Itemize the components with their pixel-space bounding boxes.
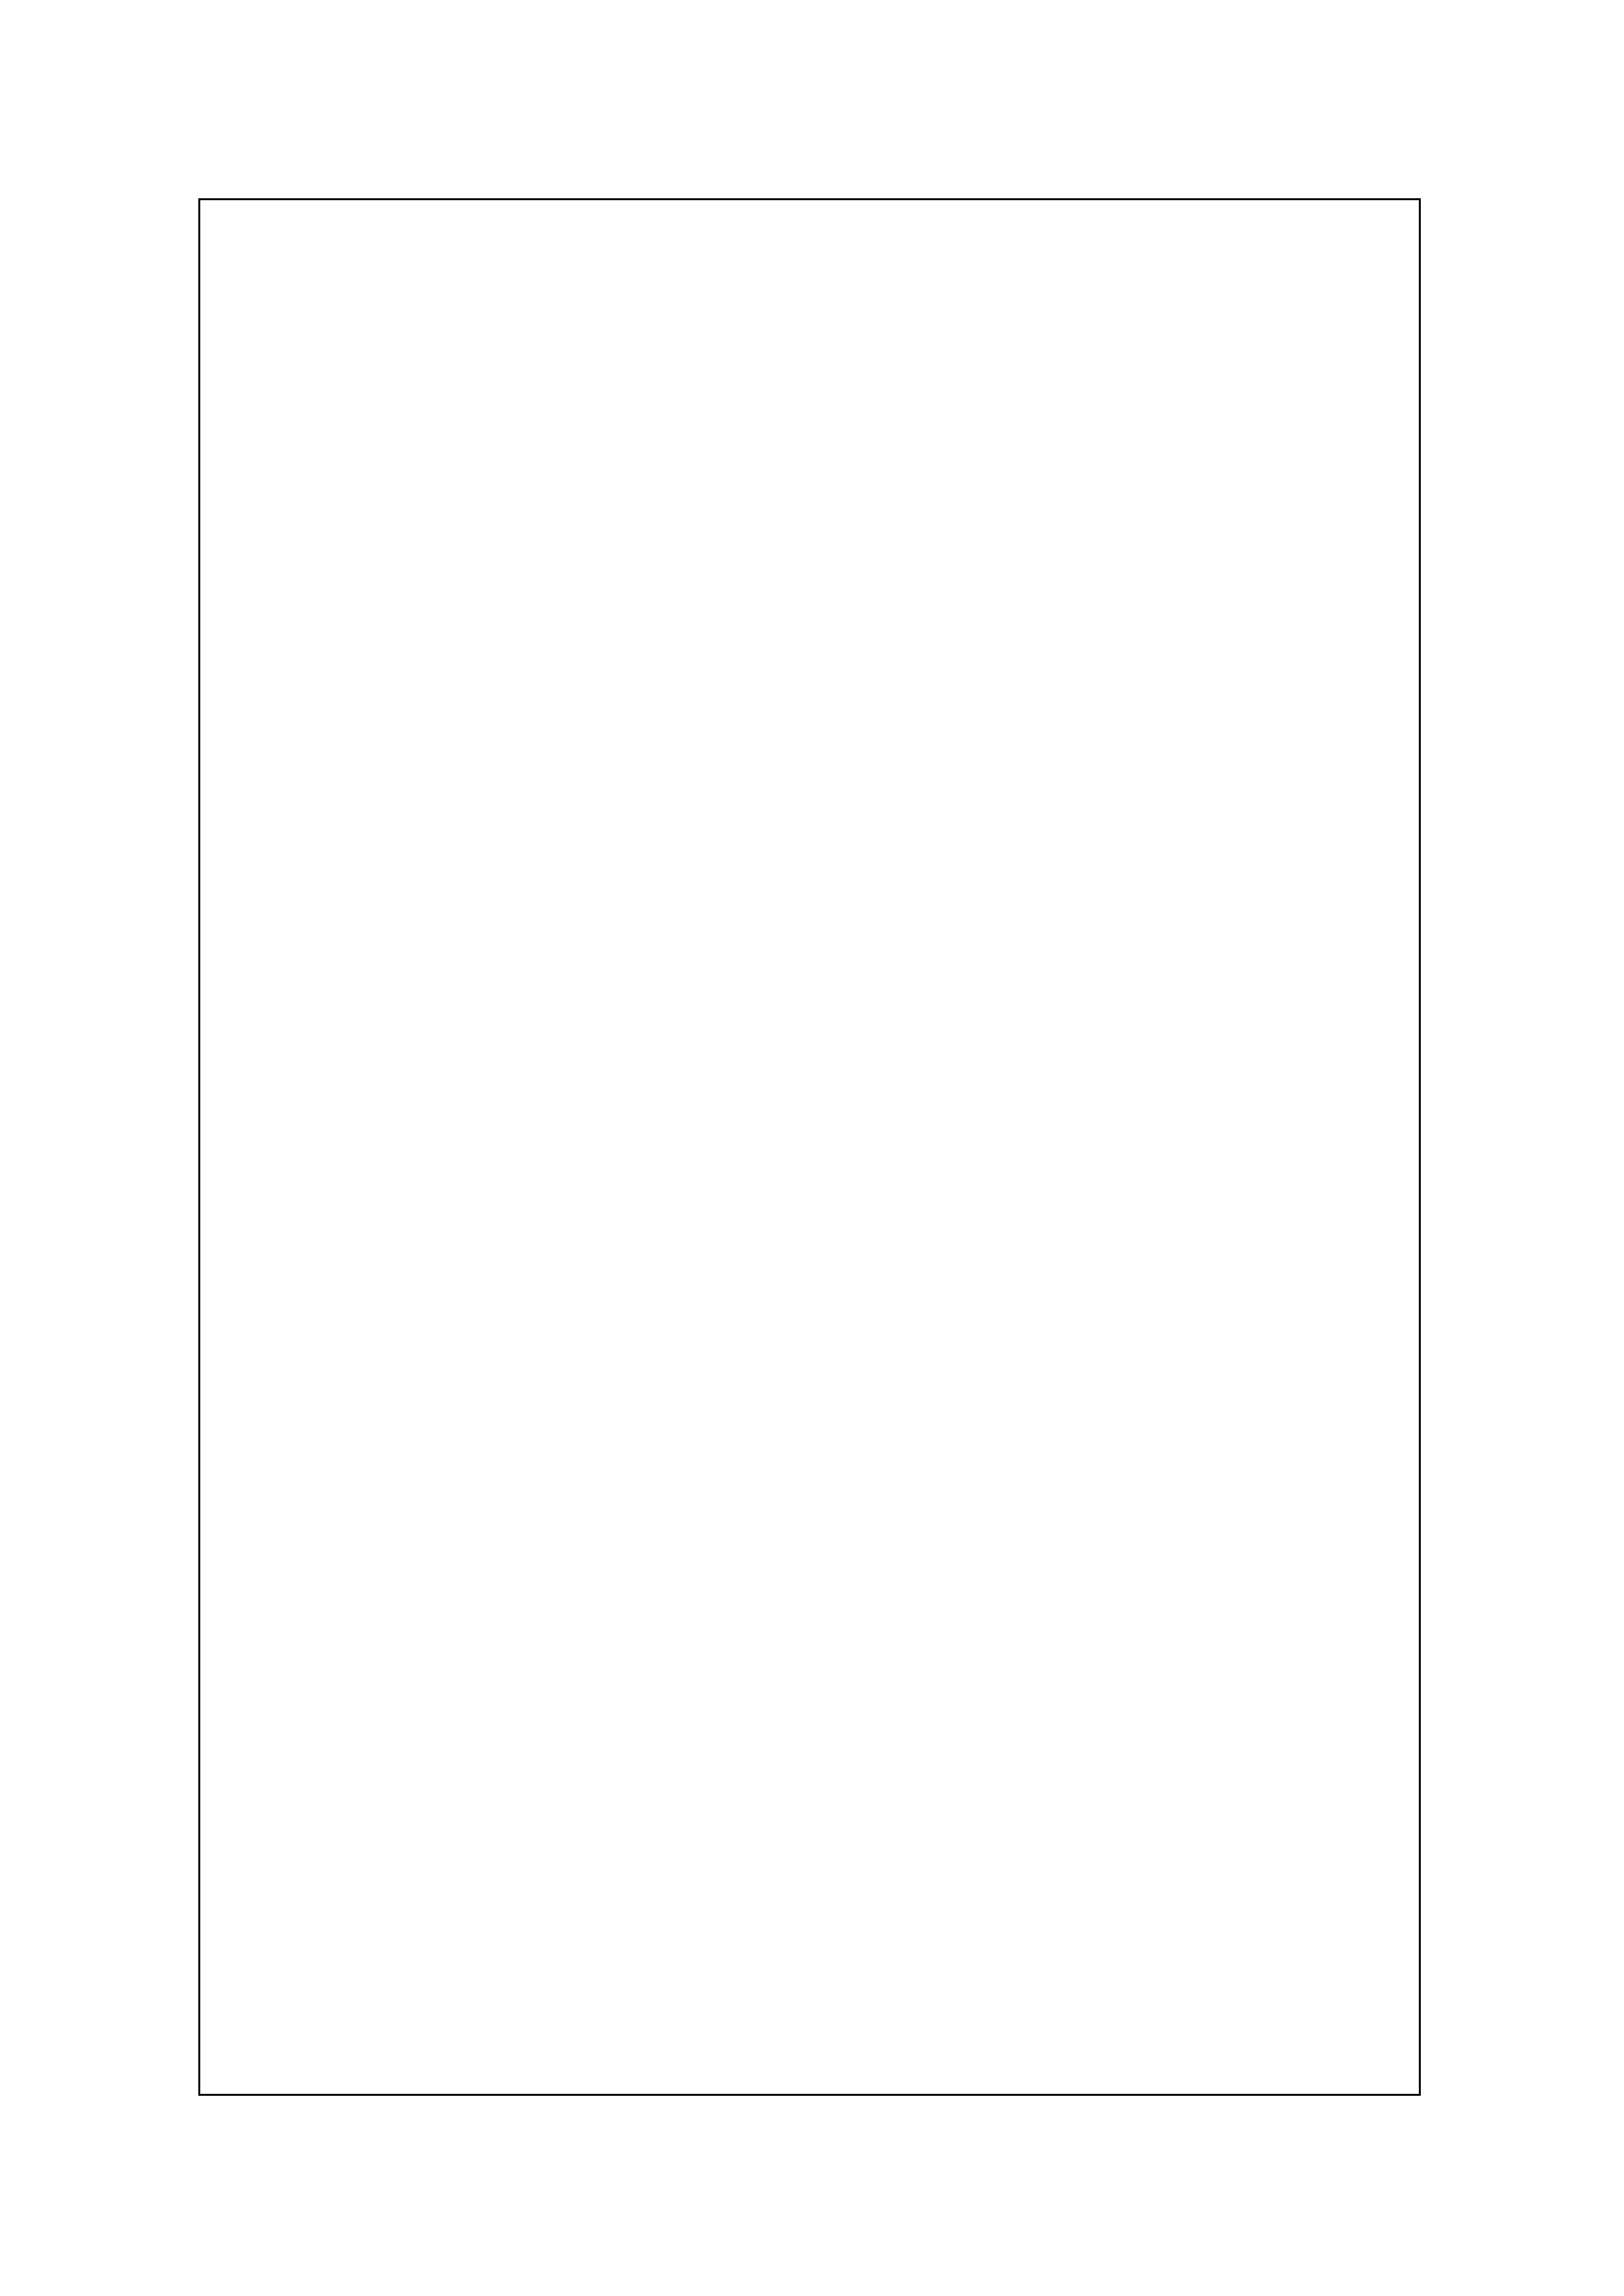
- content-border-box: [198, 198, 1421, 2096]
